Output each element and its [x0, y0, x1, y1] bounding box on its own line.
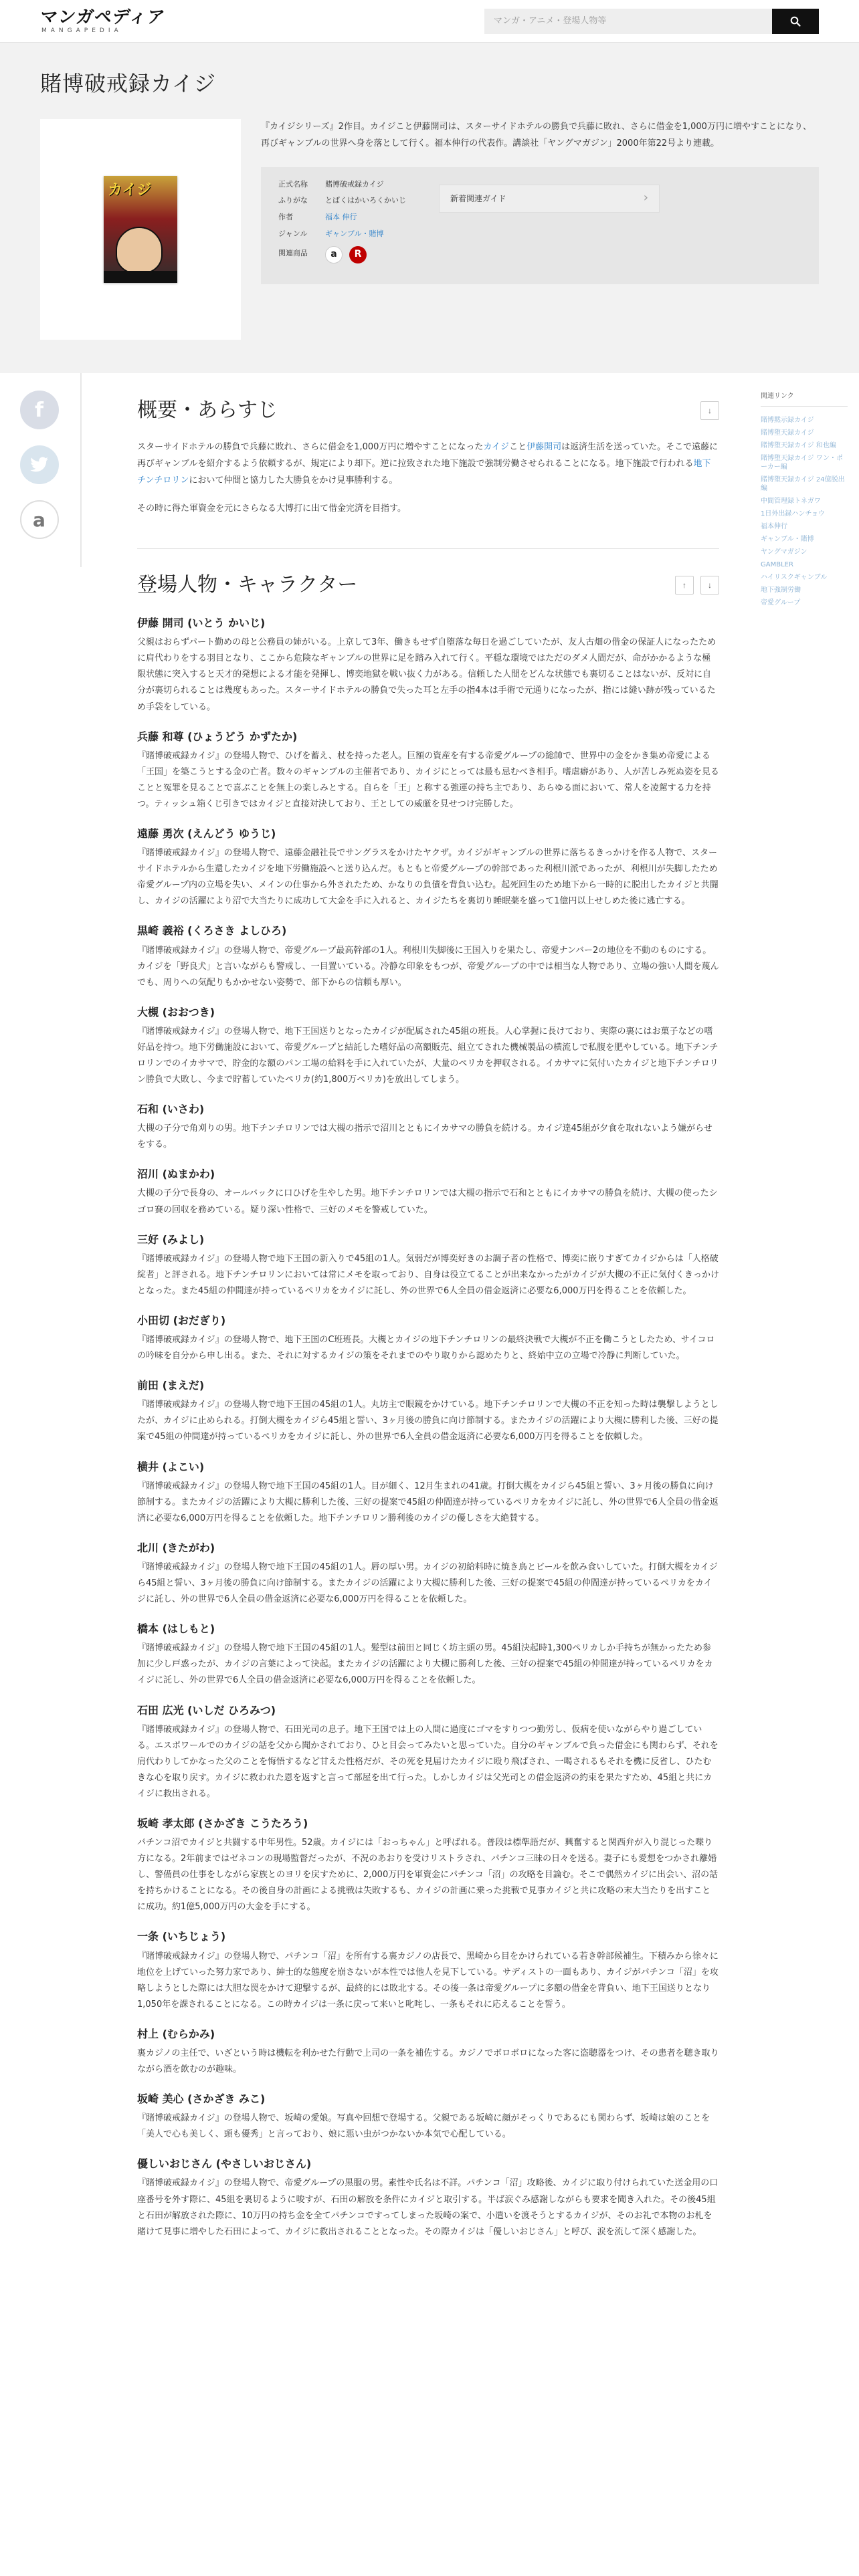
main-layout	[0, 373, 859, 2292]
characters-section	[137, 568, 719, 2240]
arrow-down-icon: ↓	[708, 405, 712, 415]
sidebar-title: 関連リンク	[761, 391, 848, 407]
character-name: 小田切 (おだぎり)	[137, 1313, 226, 1327]
scroll-down-button[interactable]	[700, 576, 719, 595]
work-title: 賭博破戒録カイジ	[40, 71, 217, 96]
character-entry	[137, 1376, 719, 1445]
character-entry	[137, 922, 719, 990]
character-name: 石田 広光 (いしだ ひろみつ)	[137, 1703, 276, 1717]
character-description: 『賭博破戒録カイジ』の登場人物で地下王国の45組の1人。丸坊主で眼鏡をかけている。地下チンチロリンで大槻の不正を知った時は襲撃しようとしたが、カイジに止められる。打倒大槻をカイジら45組と誓い、3ヶ月後の勝負に向け節制する。またカイジの活躍により大槻に勝利した後、三好の提案で45組の仲間達が持っているペリカをカイジに託し、外の世界で6人全員の借金返済に必要な6,000万円を得ることを依頼した。	[137, 1400, 719, 1442]
info-label: ふりがな	[278, 196, 308, 205]
text-segment: は返済生活を送っていた。そこで遠藤に再びギャンブルを紹介するよう依頼するが、規定により却下。逆に拉致された地下施設で強制労働させられることになる。地下施設で行われる	[137, 442, 719, 469]
search-button[interactable]	[772, 9, 819, 34]
info-row-author	[278, 209, 412, 226]
character-name: 沼川 (ぬまかわ)	[137, 1168, 215, 1181]
scroll-up-button[interactable]	[675, 576, 694, 595]
sidebar-link[interactable]: 賭博堕天録カイジ ワン・ポーカー編	[761, 455, 843, 471]
sidebar-link[interactable]: 賭博黙示録カイジ	[761, 417, 814, 425]
search-bar	[484, 9, 819, 34]
character-entry	[137, 825, 719, 909]
rakuten-icon[interactable]: R	[349, 246, 367, 263]
arrow-up-icon: ↑	[682, 580, 686, 590]
info-label: 作者	[278, 213, 293, 222]
character-entry	[137, 2155, 719, 2240]
info-row-furigana	[278, 193, 412, 209]
character-entry	[137, 1814, 719, 1915]
cover-image[interactable]	[104, 176, 177, 283]
text-segment: スターサイドホテルの勝負で兵藤に敗れ、さらに借金を1,000万円に増やすことになった	[137, 442, 484, 453]
search-input[interactable]	[484, 9, 772, 34]
genre-link[interactable]: ギャンブル・賭博	[325, 229, 384, 238]
character-list	[137, 614, 719, 2240]
character-name: 前田 (まえだ)	[137, 1379, 205, 1392]
character-description: 『賭博破戒録カイジ』の登場人物で、坂崎の愛娘。写真や回想で登場する。父親である坂崎に顔がそっくりであるにも関わらず、坂崎は娘のことを「美人で心も美しく、頭も優秀」と言っており、娘に悪い虫がつかないか本気で心配している。	[137, 2113, 710, 2140]
sidebar-link[interactable]: GAMBLER	[761, 561, 793, 569]
scroll-down-button[interactable]	[700, 401, 719, 420]
character-description: 『賭博破戒録カイジ』の登場人物で、ひげを蓄え、杖を持った老人。巨額の資産を有する帝愛グループの総帥で、世界中の金をかき集め帝愛による「王国」を築こうとする金の亡者。数々のギャンブルの主催者であり、カイジにとっては最も忌むべき相手。嗜虐癖があり、人が苦しみ死ぬ姿を見ることと冤罪を見ることで喜ぶことを無上の楽しみとする。自らを「王」と称する強運の持ち主であり、あらゆる面において、常人を凌駕する力を持つ。ティッシュ箱くじ引きではカイジと直接対決しており、王としての威厳を見せつけ完勝した。	[137, 750, 719, 809]
character-name: 遠藤 勇次 (えんどう ゆうじ)	[137, 827, 276, 840]
character-entry	[137, 728, 719, 813]
sidebar-link[interactable]: 賭博堕天録カイジ 和也編	[761, 442, 836, 450]
character-name: 坂崎 孝太郎 (さかざき こうたろう)	[137, 1816, 308, 1830]
search-icon	[790, 16, 801, 27]
info-value: とばくはかいろくかいじ	[325, 196, 406, 205]
logo-text: マンガペディア	[38, 7, 167, 27]
character-description: 『賭博破戒録カイジ』の登場人物で地下王国の45組の1人。髪型は前田と同じく坊主頭の男。45組決起時1,300ペリカしか手持ちが無かったため参加に少し戸惑ったが、カイジの言葉によって決起。またカイジの活躍により大槻に勝利した後、三好の提案で45組の仲間達が持っているペリカをカイジに託し、外の世界で6人全員の借金返済に必要な6,000万円を得ることを依頼した。	[137, 1643, 713, 1686]
article-content	[137, 373, 719, 2252]
character-name: 石和 (いさわ)	[137, 1103, 205, 1116]
info-row-official-name	[278, 177, 412, 193]
logo-subtext: MANGAPEDIA	[41, 27, 122, 34]
cover-frame	[40, 119, 241, 340]
character-entry	[137, 1165, 719, 1218]
share-column	[0, 373, 137, 2252]
character-description: パチンコ沼でカイジと共闘する中年男性。52歳。カイジには「おっちゃん」と呼ばれる。普段は標準語だが、興奮すると関西弁が入り混じった喋り方になる。2年前まではゼネコンの現場監督だったが、不況のあおりを受けリストラされ、パチンコ三昧の日々を送る。妻子にも愛想をつかされ離婚し、警備員の仕事をしながら家族とのヨリを戻すために、2,000万円を軍資金にパチンコ「沼」の攻略を目論む。そこで偶然カイジに出会い、沼の話を持ちかけることになる。その後自身の計画による挑戦は失敗するも、カイジの計画に乗った挑戦で見事カイジと共に攻略の末大当たりを出すことに成功。約1億5,000万円の大金を手にする。	[137, 1838, 719, 1913]
amazon-icon[interactable]: a	[325, 246, 343, 263]
character-name: 橋本 (はしもと)	[137, 1622, 215, 1636]
arrow-down-icon: ↓	[708, 580, 712, 590]
sidebar-link[interactable]: 賭博堕天録カイジ 24億脱出編	[761, 476, 845, 493]
character-entry	[137, 1701, 719, 1802]
synopsis-paragraph-2: その時に得た軍資金を元にさらなる大博打に出て借金完済を目指す。	[137, 504, 406, 514]
character-name: 一条 (いちじょう)	[137, 1930, 226, 1943]
character-entry	[137, 1100, 719, 1153]
chevron-right-icon: ›	[643, 191, 648, 205]
facebook-share-button[interactable]	[20, 391, 59, 429]
sidebar-link[interactable]: ハイリスクギャンブル	[761, 574, 828, 582]
work-info-box	[261, 167, 819, 284]
site-logo[interactable]	[40, 9, 165, 34]
character-description: 『賭博破戒録カイジ』の登場人物で、地下王国送りとなったカイジが配属された45組の班長。人心掌握に長けており、実際の裏にはお菓子などの嗜好品を持つ。地下労働施設において、帝愛グループと結託した嗜好品の高額販売、組立てされた機械製品の横流しで私腹を肥やしている。地下チンチロリンでのイカサマで、貯金的な額のパン工場の給料を手に入れていたが、大量のペリカを押収される。イカサマに気付いたカイジと地下チンチロリン勝負で大敗し、今まで貯蓄していたペリカ(約1,800万ペリカ)を放出してしまう。	[137, 1026, 719, 1085]
characters-title: 登場人物・キャラクター	[137, 573, 358, 597]
character-entry	[137, 1539, 719, 1608]
character-name: 坂崎 美心 (さかざき みこ)	[137, 2092, 266, 2105]
work-info-table	[278, 177, 412, 275]
character-description: 『賭博破戒録カイジ』の登場人物で、帝愛グループ最高幹部の1人。利根川失脚後に王国入りを果たし、帝愛ナンバー2の地位を不動のものにする。カイジを「野良犬」と言いながらも警戒し、一目置いている。冷静な印象をもつが、帝愛グループの中では相当な人物であり、立場の強い人間を蔑んでも、周りへの気配りもかかせない姿勢で、部下からの信頼も厚い。	[137, 945, 719, 988]
character-description: 『賭博破戒録カイジ』の登場人物で、石田光司の息子。地下王国では上の人間に過度にゴマをすりつつ勤労し、仮病を使いながらやり過ごしている。エスポワールでのカイジの話を父から聞かされており、ひと目会ってみたいと思っていた。自分のギャンブルで負った借金にも関わらず、それを肩代わりしてかなった父のことを悔悟するなど甘えた性格だが、その死を見届けたカイジに殴り飛ばされ、一喝されるもそれを機に反省し、ひたむきな心を取り戻す。カイジに救われた恩を返すと言って部屋を出て行った。しかしカイジは父光司との借金返済の約束を果たすため、45組と共にカイジに救出される。	[137, 1724, 719, 1799]
character-description: 『賭博破戒録カイジ』の登場人物で、帝愛グループの黒服の男。素性や氏名は不詳。パチンコ「沼」攻略後、カイジに取り付けられていた送金用の口座番号を外す際に、45組を裏切るように唆すが、石田の解放を条件にカイジと取引する。半ば涙ぐみ感謝しながらも要求を聞き入れた。その後45組と石田が解放された際に、10万円の持ち金を全てパチンコですってしまった坂崎の案で、小遣いを渡そうとするカイジが、そのお礼で本物のお札を賭けて見事に増やした石田によって、カイジに救出されることとなった。その際カイジは「優しいおじさん」と呼び、涙を流して深く感謝した。	[137, 2178, 719, 2237]
character-description: 父親はおらずパート勤めの母と公務員の姉がいる。上京して3年、働きもせず自堕落な毎日を過ごしていたが、友人古畑の借金の保証人になったために肩代わりをする羽目となり、ここから危険なギャンブルの世界に足を踏み入れて行く。平穏な環境ではただのダメ人間だが、命がかかるような極限状態に突入すると天才的発想による才能を発揮し、博奕地獄を戦い抜く力がある。信頼した人間をどんな状態でも裏切ることはないが、反対に自分が裏切られることは幾度もあった。スターサイドホテルの勝負で失った耳と左手の指4本は手術で元通りになったが、指には縫い跡が残っているため手袋をしている。	[137, 637, 717, 712]
cover-band	[104, 271, 177, 283]
text-segment: こと	[509, 442, 527, 453]
text-segment: において仲間と協力した大勝負をかけ見事勝利する。	[189, 475, 398, 486]
character-entry	[137, 614, 719, 715]
sidebar-link[interactable]: 1日外出録ハンチョウ	[761, 510, 826, 518]
character-name: 兵藤 和尊 (ひょうどう かずたか)	[137, 730, 298, 743]
info-row-genre	[278, 226, 412, 243]
character-entry	[137, 1620, 719, 1689]
character-name: 優しいおじさん (やさしいおじさん)	[137, 2157, 312, 2171]
info-label: 関連商品	[278, 249, 308, 258]
section-divider	[137, 548, 719, 549]
cover-character-illustration	[116, 227, 163, 274]
sidebar-link[interactable]: ヤングマガジン	[761, 548, 807, 556]
character-name: 黒崎 義裕 (くろさき よしひろ)	[137, 924, 287, 938]
work-summary: 『カイジシリーズ』2作目。カイジこと伊藤開司は、スターサイドホテルの勝負で兵藤に敗れ、さらに借金を1,000万円に増やすことになり、再びギャンブルの世界へ身を落として行く。福本伸行の代表作。講談社「ヤングマガジン」2000年第22号より連載。	[261, 122, 812, 149]
character-entry	[137, 2090, 719, 2143]
related-guide-link[interactable]	[439, 185, 660, 213]
character-name: 北川 (きたがわ)	[137, 1541, 215, 1554]
chinchirorin-link[interactable]: 地下チンチロリン	[137, 459, 711, 486]
character-name: 伊藤 開司 (いとう かいじ)	[137, 617, 266, 630]
synopsis-section	[137, 373, 719, 518]
info-label: ジャンル	[278, 229, 308, 238]
related-guide-label: 新着関連ガイド	[450, 193, 506, 203]
character-entry	[137, 1927, 719, 2012]
sidebar-link[interactable]: 中間管理録トネガワ	[761, 498, 821, 506]
character-description: 大槻の子分で角刈りの男。地下チンチロリンでは大槻の指示で沼川とともにイカサマの勝負を続ける。カイジ達45組が夕食を取れないよう嫌がらせをする。	[137, 1123, 712, 1150]
character-entry	[137, 1311, 719, 1364]
character-name: 横井 (よこい)	[137, 1460, 205, 1473]
work-hero	[0, 43, 859, 373]
character-name: 村上 (むらかみ)	[137, 2027, 215, 2040]
character-entry	[137, 1003, 719, 1088]
sidebar-link[interactable]: 帝愛グループ	[761, 599, 801, 607]
author-link[interactable]: 福本 伸行	[325, 213, 357, 222]
character-entry	[137, 1230, 719, 1299]
character-description: 『賭博破戒録カイジ』の登場人物で地下王国の45組の1人。唇の厚い男。カイジの初給料時に焼き鳥とビールを飲み食いしていた。打倒大槻をカイジら45組と誓い、3ヶ月後の勝負に向け節制する。またカイジの活躍により大槻に勝利した後、三好の提案で45組の仲間達が持っているペリカをカイジに託し、外の世界で6人全員の借金返済に必要な6,000万円を得ることを依頼した。	[137, 1562, 718, 1605]
kaiji-link[interactable]: カイジ	[483, 442, 510, 453]
synopsis-paragraph-1	[137, 439, 719, 489]
twitter-icon	[30, 457, 49, 473]
sidebar-link[interactable]: 賭博堕天録カイジ	[761, 429, 814, 437]
character-description: 『賭博破戒録カイジ』の登場人物で、パチンコ「沼」を所有する裏カジノの店長で、黒崎から目をかけられている若き幹部候補生。下積みから徐々に地位を上げていった努力家であり、紳士的な態度を崩さないが本性では他人を見下している。サディストの一面もあり、カイジがパチンコ「沼」を攻略しようとした際には大胆な罠をかけて迎撃するが、最終的には敗北する。その後一条は帝愛グループに多額の借金を背負い、地下王国送りとなり1,050年を課されることになる。この時カイジは一条に戻って来いと叱咤し、一条もそれに応えることを誓う。	[137, 1951, 719, 2010]
site-header	[0, 0, 859, 43]
related-links-sidebar	[761, 373, 848, 2252]
facebook-icon: f	[34, 398, 44, 422]
sidebar-link[interactable]: ギャンブル・賭博	[761, 536, 814, 544]
sidebar-link[interactable]: 福本伸行	[761, 523, 787, 531]
cover-title-text: カイジ	[108, 182, 152, 199]
info-row-products	[278, 243, 412, 265]
info-label: 正式名称	[278, 179, 308, 189]
character-description: 『賭博破戒録カイジ』の登場人物で、地下王国のC班班長。大槻とカイジの地下チンチロリンの最終決戦で大槻が不正を働こうとしたため、サイコロの吟味を自分から申し出る。また、それに対するカイジの策をそれまでのやり取りから認めたりと、終始中立の立場で冷静に判断していた。	[137, 1335, 715, 1362]
character-entry	[137, 2025, 719, 2078]
character-description: 裏カジノの主任で、いざという時は機転を利かせた行動で上司の一条を補佐する。カジノでボロボロになった客に盗聴器をつけ、その患者を聴き取りながら酒を飲むのが趣味。	[137, 2048, 719, 2074]
character-entry	[137, 1458, 719, 1527]
character-description: 大槻の子分で長身の、オールバックに口ひげを生やした男。地下チンチロリンでは大槻の指示で石和とともにイカサマの勝負を続け、大槻の使ったシゴロ賽の回収を務めている。疑り深い性格で、三好のメモを警戒していた。	[137, 1188, 718, 1215]
character-description: 『賭博破戒録カイジ』の登場人物で、遠藤金融社長でサングラスをかけたヤクザ。カイジがギャンブルの世界に落ちるきっかけを作る人物で、スターサイドホテルから生還したカイジを地下労働施設へと送り込んだ。もともと帝愛グループの幹部であった利根川派であったが、利根川が失脚したため帝愛グループ内の立場を失い、メインの仕事から外されたため、かなりの負債を背負い込む。起死回生のため地下から一時的に脱出したカイジと共闘し、カイジの活躍により沼で大当たりに成功して大金を手に入れると、カイジたちを裏切り睡眠薬を盛って1億円以上せしめた後に逃亡する。	[137, 848, 719, 907]
twitter-share-button[interactable]	[20, 445, 59, 484]
character-name: 三好 (みよし)	[137, 1232, 205, 1246]
synopsis-title: 概要・あらすじ	[137, 399, 278, 423]
character-name: 大槻 (おおつき)	[137, 1005, 215, 1018]
info-value: 賭博破戒録カイジ	[325, 179, 384, 189]
amazon-icon: a	[33, 508, 45, 531]
amazon-share-button[interactable]	[20, 500, 59, 539]
character-description: 『賭博破戒録カイジ』の登場人物で地下王国の45組の1人。目が細く、12月生まれの41歳。打倒大槻をカイジら45組と誓い、3ヶ月後の勝負に向け節制する。またカイジの活躍により大槻に勝利した後、三好の提案で45組の仲間達が持っているペリカをカイジに託し、外の世界で6人全員の借金返済に必要な6,000万円を得ることを依頼した。地下チンチロリン勝利後のカイジの優しさを大絶賛する。	[137, 1481, 719, 1523]
sidebar-link[interactable]: 地下強制労働	[761, 586, 801, 595]
ito-kaiji-link[interactable]: 伊藤開司	[527, 442, 562, 453]
character-description: 『賭博破戒録カイジ』の登場人物で地下王国の新入りで45組の1人。気弱だが博奕好きのお調子者の性格で、博奕に嵌りすぎてカイジからは「人格破綻者」と評される。地下チンチロリンにおいては常にメモを取っており、自身は役立てることが出来なかったがカイジが大槻の不正に気付くきっかけとなった。また45組の仲間達が持っているペリカをカイジに託し、外の世界で6人全員の借金返済に必要な6,000万円を得ることを依頼した。	[137, 1253, 719, 1296]
